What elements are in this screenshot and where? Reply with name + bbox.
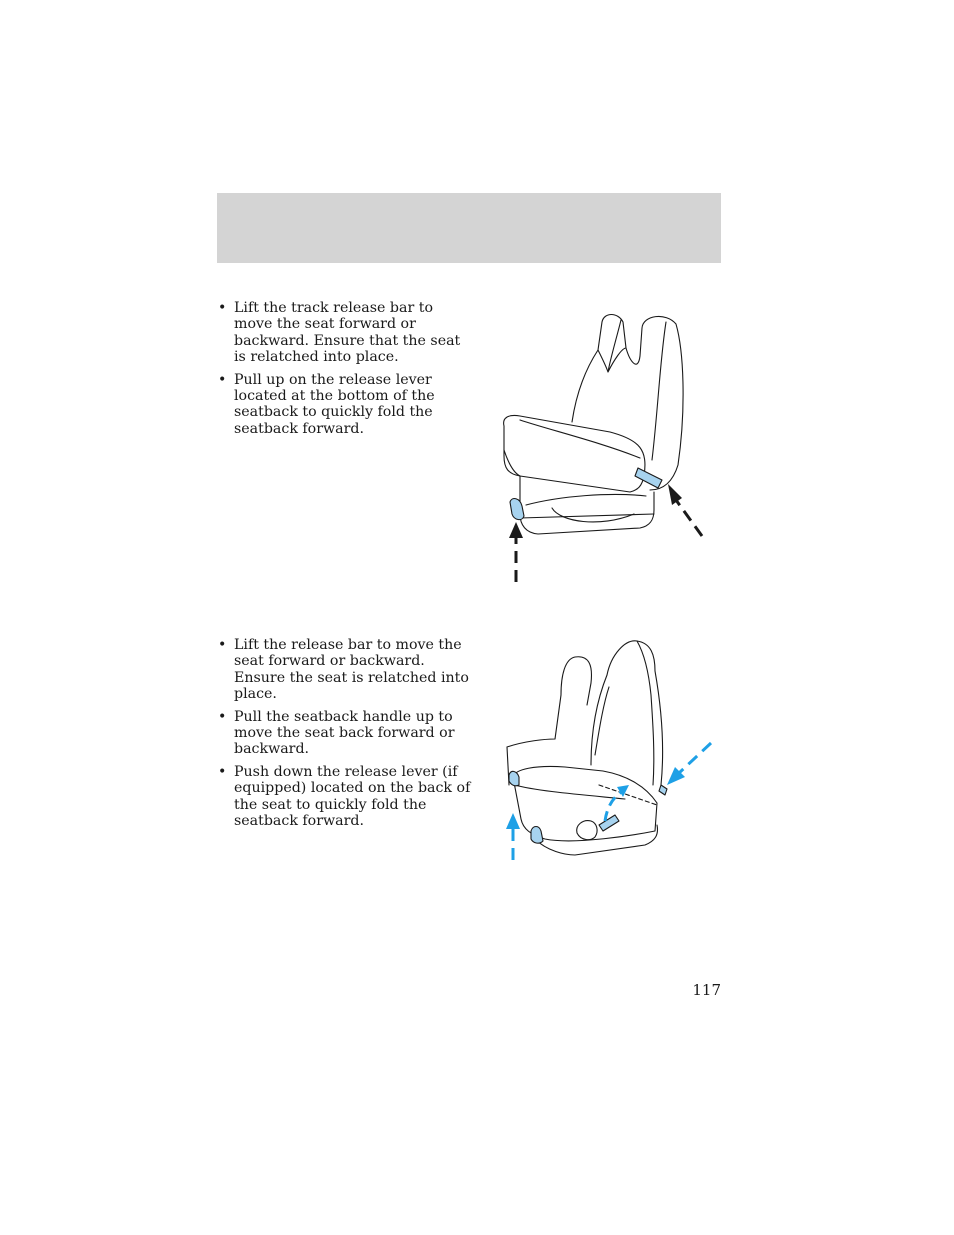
- bullet-icon: •: [218, 300, 227, 316]
- seatback-outline: [572, 315, 683, 491]
- bullet-text: Lift the track release bar to move the seat forward or backward. Ensure that the seat is relatched into place.: [234, 300, 461, 366]
- rear-track-bar: [509, 771, 519, 785]
- bullet-icon: •: [218, 708, 227, 725]
- bullet-item: [217, 709, 472, 758]
- headrest-divider: [598, 350, 608, 372]
- seat-figure-2: [495, 635, 720, 865]
- seat-seam-dashed: [599, 785, 657, 805]
- seatback-side: [652, 322, 666, 460]
- seatback-lever-arrow: [668, 484, 702, 536]
- bullet-icon: •: [218, 763, 227, 780]
- bullet-icon: •: [218, 371, 227, 388]
- bullet-text: Pull the seatback handle up to move the seat back forward or backward.: [234, 708, 455, 758]
- bullet-item: [217, 637, 472, 703]
- seatback-side-2: [637, 641, 654, 785]
- section-1-text: [217, 300, 472, 443]
- page-number: 117: [692, 981, 721, 999]
- seatback-release-lever-2: [659, 785, 667, 795]
- cushion-edge-2: [515, 785, 625, 799]
- bullet-icon: •: [218, 637, 227, 653]
- bullet-text: Push down the release lever (if equipped) located on the back of the seat to quickly fold the seatback forward.: [234, 763, 471, 830]
- front-track-bar: [531, 827, 543, 844]
- release-lever-arrow: [667, 743, 711, 785]
- release-bar-arrow: [506, 813, 520, 860]
- header-band: [217, 193, 721, 263]
- seatback-handle: [599, 815, 619, 831]
- seat-base: [520, 476, 654, 534]
- seatback-release-lever: [635, 468, 662, 488]
- seat-cushion: [504, 415, 645, 492]
- bullet-item: [217, 300, 472, 366]
- seatback-handle-arrow: [605, 785, 629, 821]
- base-line: [526, 494, 646, 505]
- recliner-knob: [577, 821, 597, 840]
- rear-seat-outline: [507, 657, 591, 747]
- base-lower: [520, 514, 654, 518]
- seat-figure-1: [490, 300, 720, 595]
- seatback-inner: [595, 687, 609, 755]
- cushion-crease: [520, 420, 640, 458]
- bullet-item: [217, 372, 472, 438]
- bullet-item: [217, 764, 472, 830]
- cushion-front: [504, 450, 520, 476]
- bullet-text: Pull up on the release lever located at the bottom of the seatback to quickly fold the seatback forward.: [234, 371, 435, 437]
- bullet-text: Lift the release bar to move the seat forward or backward. Ensure the seat is relatched into place.: [234, 637, 469, 703]
- section-2-text: [217, 637, 472, 835]
- track-release-bar: [510, 499, 524, 520]
- track-bar-arrow: [509, 522, 523, 582]
